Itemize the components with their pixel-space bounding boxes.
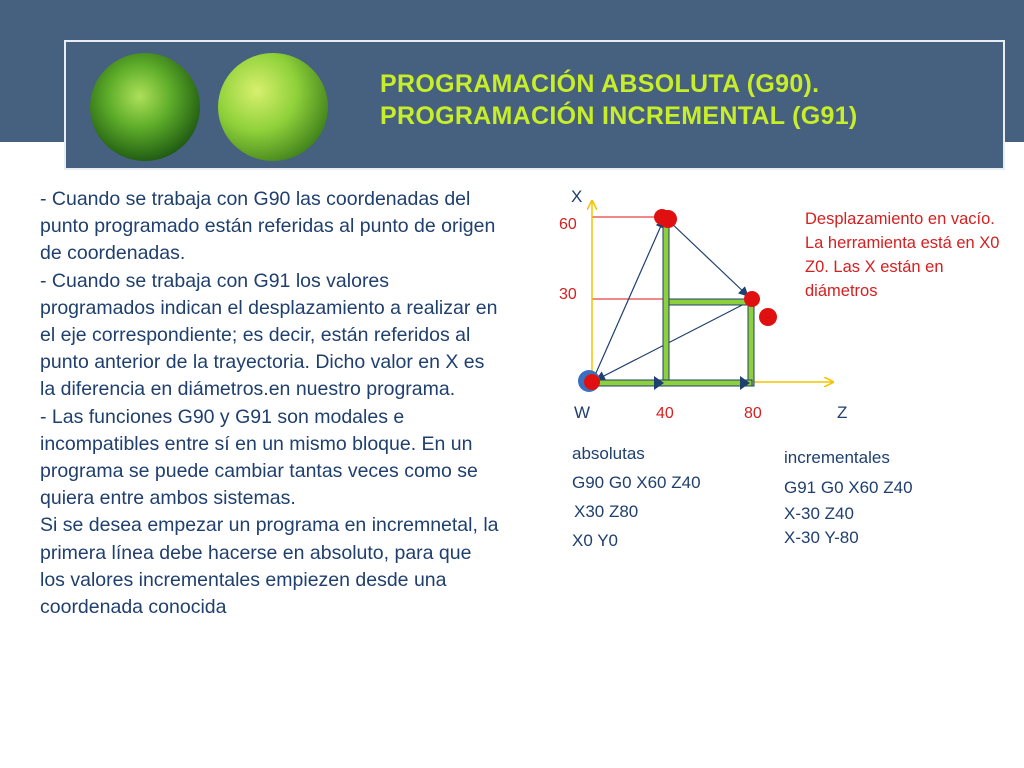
diagram-note: Desplazamiento en vacío. La herramienta está en X0 Z0. Las X están en diámetros xyxy=(805,210,1000,300)
paragraph-g91: - Cuando se trabaja con G91 los valores programados indican el desplazamiento a realizar en el eje correspondiente; es decir, están referidos al punto anterior de la trayectoria. Dicho valor en X es la diferencia en diámetros.en nuestro programa. xyxy=(40,269,498,401)
incrementales-line-2: X-30 Z40 xyxy=(784,504,854,523)
tick-z-40: 40 xyxy=(656,405,674,422)
body-text xyxy=(40,186,500,621)
absolutas-label: absolutas xyxy=(572,444,645,463)
slide-title xyxy=(380,68,1000,132)
origin-label: W xyxy=(574,403,591,422)
point-origin xyxy=(584,374,600,390)
title-line-2: PROGRAMACIÓN INCREMENTAL (G91) xyxy=(380,102,858,130)
incr-segment-left-bottom xyxy=(592,380,752,386)
leaf-image-2 xyxy=(218,53,328,161)
paragraph-incremental-start: Si se desea empezar un programa en incremnetal, la primera línea debe hacerse en absoluto, para que los valores incrementales empiezen desde una coordenada conocida xyxy=(40,514,499,619)
incr-segment-down xyxy=(748,305,754,386)
leaf-image-1 xyxy=(90,53,200,161)
path-b-to-w xyxy=(596,301,750,380)
incr-segment-up xyxy=(663,220,669,382)
absolutas-line-2: X30 Z80 xyxy=(574,502,639,521)
incr-segment-right-upper xyxy=(669,299,751,305)
tick-x-30: 30 xyxy=(559,286,577,303)
axis-z-label: Z xyxy=(837,403,848,422)
point-b-2 xyxy=(759,308,777,326)
incrementales-line-3: X-30 Y-80 xyxy=(784,528,859,547)
point-a-2 xyxy=(659,210,677,228)
paragraph-modal: - Las funciones G90 y G91 son modales e incompatibles entre sí en un mismo bloque. En un programa se puede cambiar tantas veces como se quiera entre ambos sistemas. xyxy=(40,405,478,510)
tick-z-80: 80 xyxy=(744,405,762,422)
paragraph-g90: - Cuando se trabaja con G90 las coordenadas del punto programado están referidas al punto de origen de coordenadas. xyxy=(40,188,496,265)
path-w-to-a xyxy=(592,219,664,382)
title-line-1: PROGRAMACIÓN ABSOLUTA (G90). xyxy=(380,70,820,98)
tick-x-60: 60 xyxy=(559,216,577,233)
absolutas-line-1: G90 G0 X60 Z40 xyxy=(572,473,701,492)
incrementales-label: incrementales xyxy=(784,448,890,467)
incrementales-line-1: G91 G0 X60 Z40 xyxy=(784,478,913,497)
point-b-1 xyxy=(744,291,760,307)
absolutas-line-3: X0 Y0 xyxy=(572,531,619,550)
axis-x-label: X xyxy=(571,187,583,206)
path-a-to-b xyxy=(668,220,748,296)
